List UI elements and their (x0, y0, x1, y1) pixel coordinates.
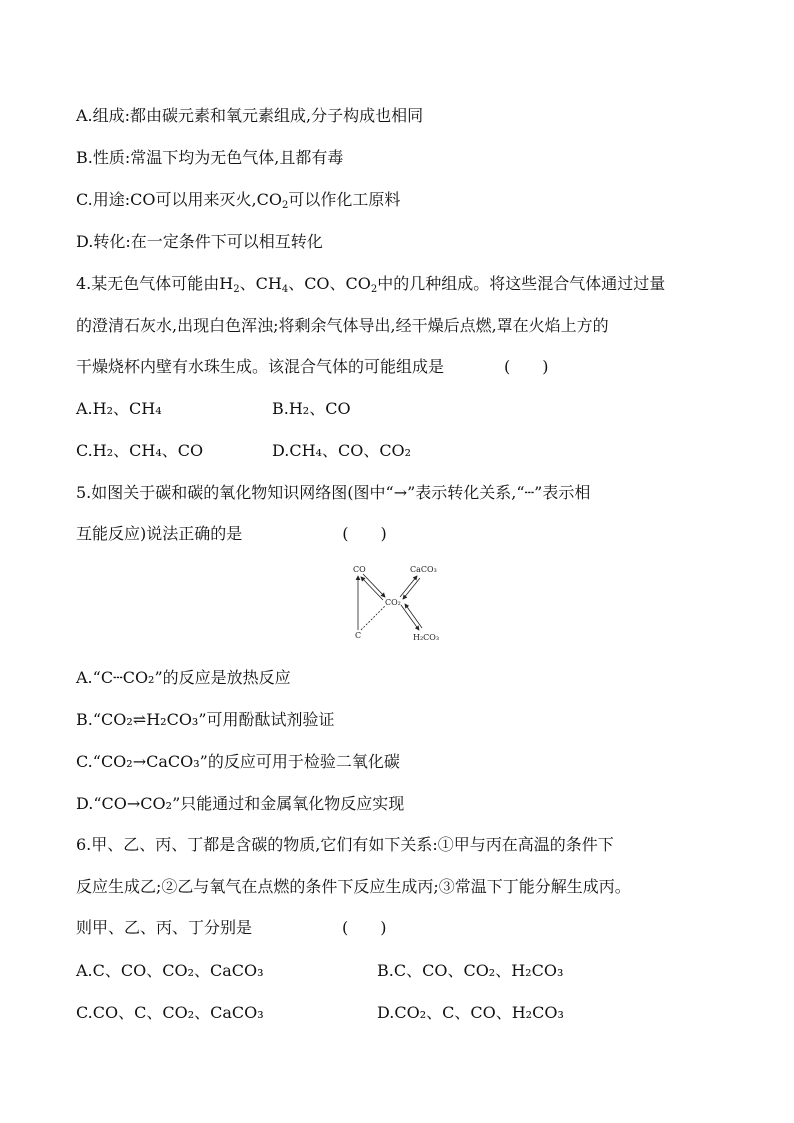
reaction-c-co2 (361, 606, 385, 630)
diagram-label-c: C (355, 631, 362, 640)
q6-text: 则甲、乙、丙、丁分别是 (76, 918, 253, 937)
q3-option-d: D.转化:在一定条件下可以相互转化 (76, 232, 323, 251)
answer-paren: ( ) (342, 524, 387, 543)
subscript: 2 (233, 284, 240, 295)
q4-option-b: B.H₂、CO (272, 399, 351, 418)
q6-stem-line2: 反应生成乙;②乙与氧气在点燃的条件下反应生成丙;③常温下丁能分解生成丙。 (76, 877, 631, 896)
q5-option-b: B.“CO₂⇌H₂CO₃”可用酚酞试剂验证 (76, 710, 335, 729)
q4-stem-line2: 的澄清石灰水,出现白色浑浊;将剩余气体导出,经干燥后点燃,罩在火焰上方的 (76, 316, 609, 335)
answer-paren: ( ) (504, 357, 549, 376)
arrow-co-to-co2 (363, 574, 385, 597)
arrow-caco3-to-co2 (403, 578, 420, 599)
arrow-co2-to-h2co3 (401, 605, 419, 630)
arrow-h2co3-to-co2 (405, 604, 422, 628)
diagram-label-caco3: CaCO₃ (410, 565, 437, 574)
q4-option-d: D.CH₄、CO、CO₂ (272, 441, 412, 460)
q3-option-c-text-end: 可以作化工原料 (288, 190, 401, 209)
q4-option-a: A.H₂、CH₄ (76, 399, 162, 418)
q5-stem-line2 (76, 524, 387, 544)
q3-option-c-text: C.用途:CO可以用来灭火,CO (76, 190, 282, 209)
answer-paren: ( ) (342, 918, 387, 937)
diagram-label-co2: CO₂ (385, 598, 401, 607)
q5-option-d: D.“CO→CO₂”只能通过和金属氧化物反应实现 (76, 794, 405, 813)
q4-text: 4.某无色气体可能由H (76, 274, 234, 293)
subscript: 2 (370, 284, 378, 295)
q4-text: 干燥烧杯内壁有水珠生成。该混合气体的可能组成是 (76, 357, 445, 376)
q4-stem-line3 (76, 357, 549, 377)
q5-text: 互能反应)说法正确的是 (76, 524, 243, 543)
q6-stem-line1: 6.甲、乙、丙、丁都是含碳的物质,它们有如下关系:①甲与丙在高温的条件下 (76, 835, 614, 854)
q3-option-a: A.组成:都由碳元素和氧元素组成,分子构成也相同 (76, 106, 424, 125)
q4-text: 、CO、CO (288, 274, 371, 293)
diagram-label-h2co3: H₂CO₃ (413, 633, 440, 642)
q6-option-b: B.C、CO、CO₂、H₂CO₃ (377, 961, 564, 980)
q3-option-b: B.性质:常温下均为无色气体,且都有毒 (76, 148, 344, 167)
q6-option-d: D.CO₂、C、CO、H₂CO₃ (377, 1003, 564, 1022)
q4-text: 、CH (239, 274, 282, 293)
arrow-co2-to-co (361, 577, 383, 600)
subscript: 2 (281, 200, 289, 211)
q4-stem-line1 (76, 274, 665, 294)
carbon-network-diagram (345, 560, 455, 646)
diagram-label-co: CO (353, 565, 366, 574)
q5-stem-line1: 5.如图关于碳和碳的氧化物知识网络图(图中“→”表示转化关系,“┄”表示相 (76, 483, 591, 502)
q3-option-c (76, 190, 400, 210)
q6-option-c: C.CO、C、CO₂、CaCO₃ (76, 1003, 264, 1022)
subscript: 4 (281, 284, 289, 295)
q4-option-c: C.H₂、CH₄、CO (76, 441, 204, 460)
q5-option-a: A.“C┄CO₂”的反应是放热反应 (76, 668, 291, 687)
q6-option-a: A.C、CO、CO₂、CaCO₃ (76, 961, 264, 980)
q4-text: 中的几种组成。将这些混合气体通过过量 (377, 274, 666, 293)
q6-stem-line3 (76, 918, 387, 938)
arrow-co2-to-caco3 (400, 576, 417, 597)
q5-option-c: C.“CO₂→CaCO₃”的反应可用于检验二氧化碳 (76, 752, 400, 771)
